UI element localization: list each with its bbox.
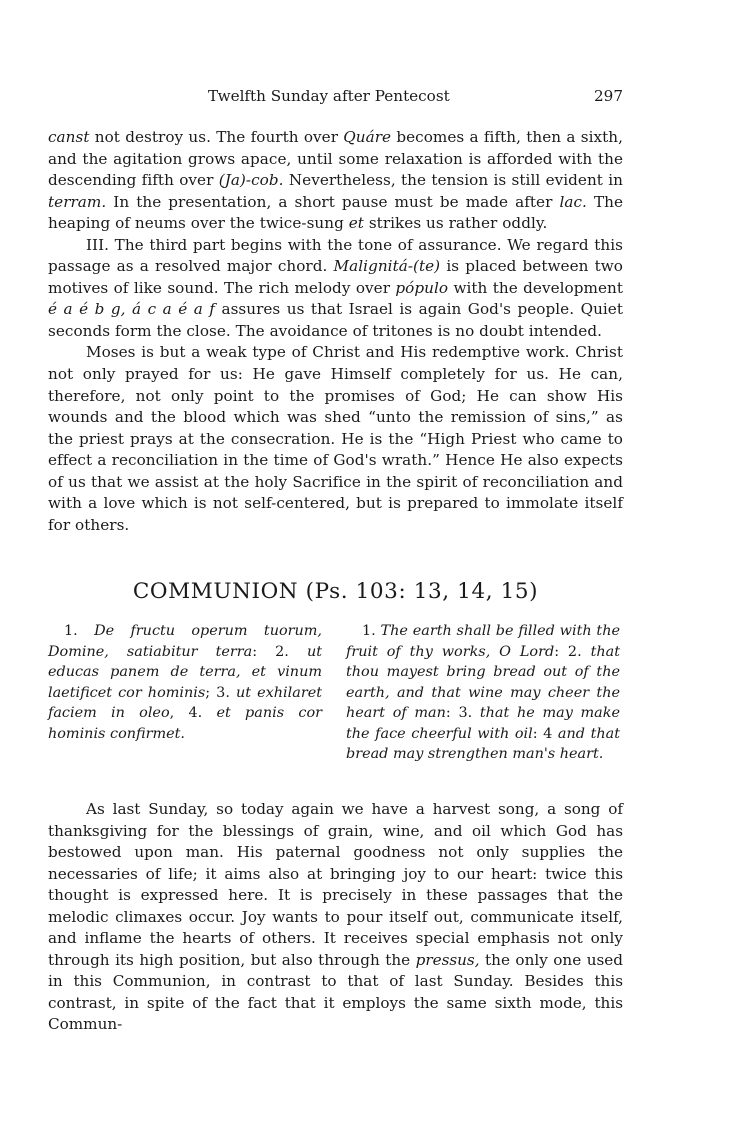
paragraph-continuation bbox=[48, 127, 623, 235]
body-text-upper bbox=[48, 127, 623, 536]
latin-text bbox=[48, 621, 322, 744]
english-text bbox=[346, 621, 620, 765]
latin-term: et bbox=[348, 214, 364, 233]
text-run: In the presentation, a short pause must be made after bbox=[106, 192, 560, 211]
text-run: III. The third part begins with the tone of assurance. We regard this passage as a resolved major chord. bbox=[48, 235, 623, 276]
verse-number: , 4. bbox=[169, 705, 217, 721]
paragraph-moses: Moses is but a weak type of Christ and His redemptive work. Christ not only prayed for us: He gave Himself completely for us. He can, therefore, not only point to the promises of God; He can show His wounds and the blood which was shed “unto the remission of sins,” as the priest prays at the consecration. He is the “High Priest who came to effect a reconciliation in the time of God's wrath.” Hence He also expects of us that we assist at the holy Sacrifice in the spirit of reconciliation and with a love which is not self-centered, but is prepared to immolate itself for others. bbox=[48, 343, 623, 534]
body-text-lower bbox=[48, 799, 623, 1036]
text-run: The heaping of neums over the twice-sung bbox=[48, 192, 623, 233]
text-run: the only one used in this Communion, in contrast to that of last Sunday. Besides this contrast, in spite of the fact that it employs the same sixth mode, this Commun- bbox=[48, 950, 623, 1034]
verse-number: : 3. bbox=[445, 705, 480, 721]
latin-term: (Ja)-cob. bbox=[218, 171, 284, 190]
page-number: 297 bbox=[594, 87, 623, 105]
verse-number: ; 3. bbox=[205, 684, 236, 701]
verse-number: 1. bbox=[362, 623, 381, 639]
latin-term: canst bbox=[48, 128, 90, 146]
verse-text: ut educas panem de terra, et vinum laetificet cor hominis bbox=[48, 643, 322, 701]
running-title: Twelfth Sunday after Pentecost bbox=[208, 87, 450, 105]
verse-number: 1. bbox=[64, 623, 95, 639]
latin-column bbox=[48, 621, 322, 744]
verse-text: De fructu operum tuorum, Domine, satiabitur terra bbox=[48, 623, 322, 660]
latin-term: pópulo bbox=[395, 278, 449, 297]
verse-text: that thou mayest bring bread out of the earth, and that wine may cheer the heart of man bbox=[346, 643, 620, 721]
text-run: becomes a fifth, then a sixth, and the agitation grows apace, until some relaxation is afforded with the descending fifth over bbox=[48, 128, 623, 190]
verse-text: et panis cor hominis confirmet. bbox=[48, 705, 322, 742]
verse-text: ut exhilaret faciem in oleo bbox=[48, 684, 322, 721]
text-run: is placed between two motives of like sound. The rich melody over bbox=[48, 257, 623, 297]
latin-term: Quáre bbox=[343, 128, 392, 146]
verse-text: that he may make the face cheerful with oil bbox=[346, 705, 620, 742]
paragraph-part-three bbox=[48, 235, 623, 343]
text-run: not destroy us. The fourth over bbox=[89, 128, 344, 146]
verse-number: : 2. bbox=[554, 643, 591, 660]
latin-term: pressus, bbox=[415, 950, 480, 969]
verse-number: : 4 bbox=[532, 725, 558, 742]
text-run: with the development bbox=[448, 278, 623, 297]
text-run: assures us that Israel is again God's people. Quiet seconds form the close. The avoidance of tritones is no doubt intended. bbox=[48, 300, 623, 340]
verse-text: The earth shall be filled with the fruit of thy works, O Lord bbox=[346, 623, 621, 660]
text-run: As last Sunday, so today again we have a harvest song, a song of thanksgiving for the blessings of grain, wine, and oil which God has bestowed upon man. His paternal goodness not only supplies the necessaries of life; it aims also at bringing joy to our heart: twice this thought is expressed here. It is precisely in these passages that the melodic climaxes occur. Joy wants to pour itself out, communicate itself, and inflame the hearts of others. It receives special emphasis not only through its high position, but also through the bbox=[48, 800, 623, 969]
verse-text: and that bread may strengthen man's heart. bbox=[346, 725, 620, 762]
latin-term: terram. bbox=[48, 192, 107, 211]
latin-term: lac. bbox=[559, 192, 587, 211]
text-run: strikes us rather oddly. bbox=[363, 214, 548, 233]
latin-term: Malignitá-(te) bbox=[333, 257, 441, 276]
note-sequence: é a é b g, á c a é a f bbox=[48, 300, 215, 319]
verse-number: : 2. bbox=[252, 643, 307, 660]
text-run: Nevertheless, the tension is still evident in bbox=[283, 171, 623, 190]
section-title: COMMUNION (Ps. 103: 13, 14, 15) bbox=[132, 579, 539, 604]
paragraph-harvest-song bbox=[48, 799, 623, 1036]
english-column bbox=[346, 621, 620, 765]
